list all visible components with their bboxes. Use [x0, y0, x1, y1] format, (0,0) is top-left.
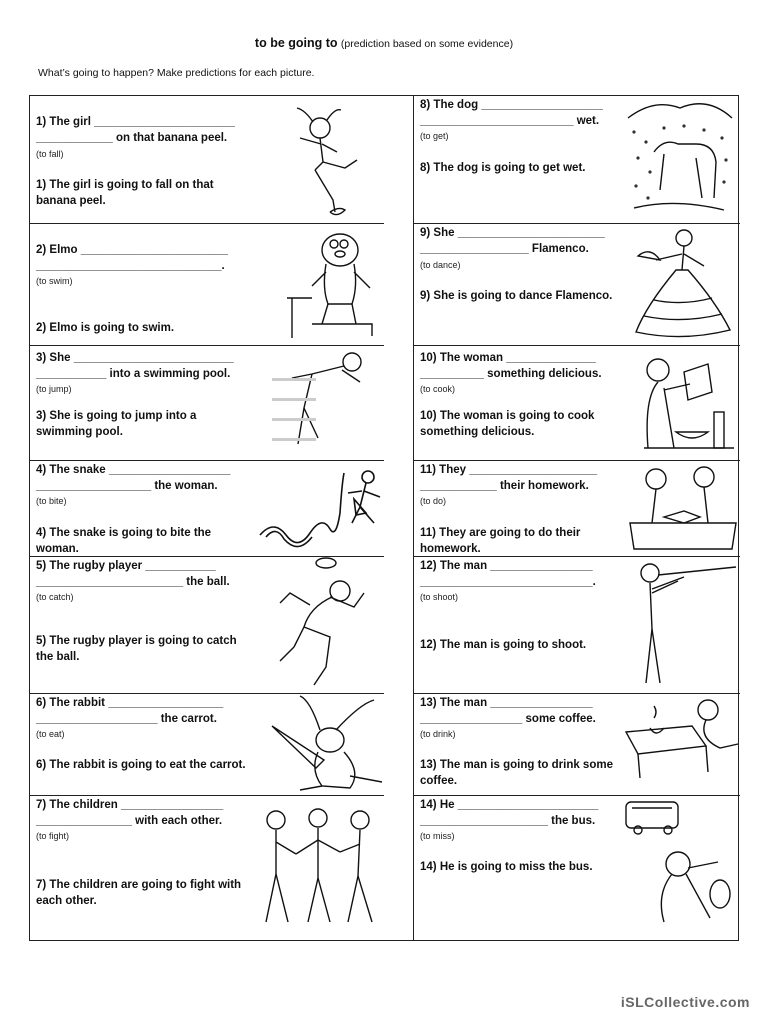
question-line-1: 1) The girl ______________________	[36, 116, 235, 128]
answer-text: 3) She is going to jump into a swimming pool.	[36, 410, 197, 438]
verb-hint: (to jump)	[36, 384, 72, 394]
verb-hint: (to swim)	[36, 276, 73, 286]
exercise-cell-1	[30, 96, 384, 224]
answer-text: 13) The man is going to drink some coffee.	[420, 759, 613, 787]
question-line-1: 2) Elmo _______________________	[36, 244, 228, 256]
children-fighting-picture	[252, 804, 384, 928]
man-missing-bus-picture	[626, 798, 736, 926]
answer-text: 4) The snake is going to bite the woman.	[36, 527, 212, 555]
exercise-cell-3	[30, 346, 384, 461]
answer-text: 10) The woman is going to cook something delicious.	[420, 410, 595, 438]
verb-hint: (to get)	[420, 131, 449, 141]
worksheet-title	[0, 36, 768, 50]
verb-hint: (to bite)	[36, 496, 67, 506]
question-line-2: ___________________ the carrot.	[36, 713, 217, 725]
question-line-2: ________________ some coffee.	[420, 713, 596, 725]
exercise-cell-6	[30, 694, 384, 796]
answer-text: 1) The girl is going to fall on that banana peel.	[36, 179, 214, 207]
answer-text: 8) The dog is going to get wet.	[420, 162, 586, 174]
man-coffee-picture	[622, 698, 742, 780]
question-line-1: 5) The rugby player ___________	[36, 560, 216, 572]
question-line-2: ___________ into a swimming pool.	[36, 368, 231, 380]
verb-hint: (to drink)	[420, 729, 456, 739]
answer-text: 9) She is going to dance Flamenco.	[420, 290, 613, 302]
answer-text: 14) He is going to miss the bus.	[420, 861, 593, 873]
woman-cooking-picture	[634, 348, 738, 456]
exercise-cell-12	[414, 557, 740, 694]
verb-hint: (to miss)	[420, 831, 455, 841]
left-column	[30, 96, 384, 940]
question-line-1: 6) The rabbit __________________	[36, 697, 224, 709]
question-line-2: _______________ with each other.	[36, 815, 223, 827]
verb-hint: (to fight)	[36, 831, 70, 841]
title-main: to be going to	[254, 36, 338, 50]
instruction-text: What’s going to happen? Make predictions for each picture.	[38, 67, 315, 79]
man-shooting-picture	[628, 559, 738, 689]
answer-text: 11) They are going to do their homework.	[420, 527, 581, 555]
exercise-cell-11	[414, 461, 740, 557]
question-line-1: 9) She _______________________	[420, 227, 605, 239]
site-watermark: iSLCollective.com	[620, 994, 750, 1010]
question-line-1: 12) The man ________________	[420, 560, 593, 572]
answer-text: 6) The rabbit is going to eat the carrot.	[36, 759, 246, 771]
question-line-2: _________________ Flamenco.	[420, 243, 589, 255]
exercise-cell-9	[414, 224, 740, 346]
answer-text: 2) Elmo is going to swim.	[36, 322, 175, 334]
exercise-cell-13	[414, 694, 740, 796]
question-line-1: 14) He ______________________	[420, 799, 599, 811]
exercise-table	[29, 95, 739, 941]
exercise-cell-10	[414, 346, 740, 461]
question-line-1: 10) The woman ______________	[420, 352, 596, 364]
question-line-1: 8) The dog ___________________	[420, 99, 603, 111]
question-line-2: ____________ their homework.	[420, 480, 589, 492]
woman-diving-picture	[272, 348, 372, 456]
girl-slipping-picture	[275, 100, 375, 220]
title-subtitle: (prediction based on some evidence)	[340, 38, 514, 50]
question-line-2: _____________________________.	[36, 260, 225, 272]
question-line-2: ____________ on that banana peel.	[36, 132, 228, 144]
flamenco-dancer-picture	[626, 226, 734, 342]
question-line-2: __________________ the woman.	[36, 480, 218, 492]
exercise-cell-14	[414, 796, 740, 942]
question-line-2: ___________________________.	[420, 576, 596, 588]
verb-hint: (to cook)	[420, 384, 456, 394]
question-line-1: 7) The children ________________	[36, 799, 224, 811]
question-line-1: 3) She _________________________	[36, 352, 234, 364]
answer-text: 12) The man is going to shoot.	[420, 639, 587, 651]
question-line-1: 13) The man ________________	[420, 697, 593, 709]
question-line-1: 4) The snake ___________________	[36, 464, 231, 476]
answer-text: 7) The children are going to fight with each other.	[36, 879, 242, 907]
question-line-1: 11) They ____________________	[420, 464, 598, 476]
exercise-cell-5	[30, 557, 384, 694]
question-line-2: _______________________ the ball.	[36, 576, 230, 588]
answer-text: 5) The rugby player is going to catch the ball.	[36, 635, 237, 663]
exercise-cell-4	[30, 461, 384, 557]
elmo-diving-picture	[282, 228, 382, 346]
verb-hint: (to dance)	[420, 260, 461, 270]
verb-hint: (to shoot)	[420, 592, 459, 602]
dog-rain-picture	[624, 98, 736, 222]
snake-woman-picture	[256, 463, 384, 553]
verb-hint: (to do)	[420, 496, 447, 506]
exercise-cell-8	[414, 96, 740, 224]
question-line-2: __________ something delicious.	[420, 368, 602, 380]
right-column	[413, 96, 740, 940]
question-line-2: ________________________ wet.	[420, 115, 600, 127]
rabbit-carrot-picture	[270, 696, 388, 794]
rugby-player-picture	[270, 557, 374, 691]
question-line-2: ____________________ the bus.	[420, 815, 596, 827]
exercise-cell-7	[30, 796, 384, 942]
verb-hint: (to fall)	[36, 149, 64, 159]
students-homework-picture	[628, 463, 740, 555]
verb-hint: (to catch)	[36, 592, 74, 602]
exercise-cell-2	[30, 224, 384, 346]
verb-hint: (to eat)	[36, 729, 65, 739]
